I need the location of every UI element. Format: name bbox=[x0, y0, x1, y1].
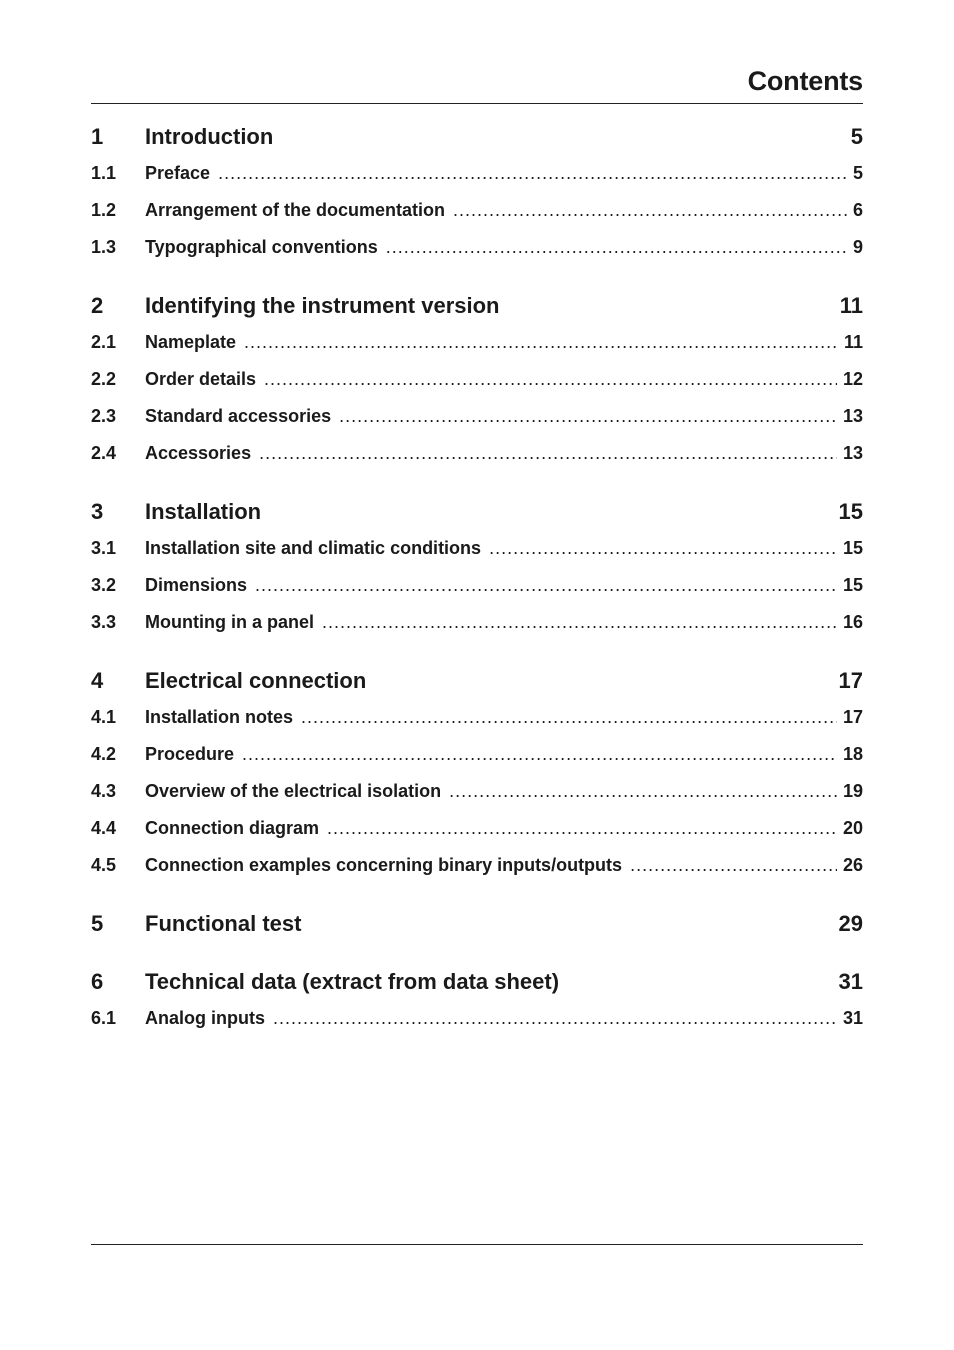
section-number: 3.3 bbox=[91, 612, 117, 632]
footer-rule bbox=[91, 1244, 863, 1245]
toc-section-entry[interactable] bbox=[91, 567, 863, 604]
chapter-number: 1 bbox=[91, 123, 104, 149]
dot-leader bbox=[630, 847, 837, 884]
section-number: 4.5 bbox=[91, 855, 117, 875]
dot-leader bbox=[322, 604, 837, 641]
toc-section-entry[interactable] bbox=[91, 435, 863, 472]
section-number: 2.4 bbox=[91, 443, 117, 463]
section-number: 4.4 bbox=[91, 818, 117, 838]
toc-section-entry[interactable] bbox=[91, 699, 863, 736]
section-number: 3.1 bbox=[91, 538, 117, 558]
chapter-number: 6 bbox=[91, 968, 104, 994]
toc-chapter bbox=[91, 118, 863, 266]
dot-leader bbox=[244, 324, 838, 361]
dot-leader bbox=[301, 699, 837, 736]
section-page-number: 26 bbox=[842, 855, 863, 875]
chapter-title: Electrical connection bbox=[145, 667, 367, 693]
toc-section-entry[interactable] bbox=[91, 155, 863, 192]
toc-section-entry[interactable] bbox=[91, 229, 863, 266]
section-title: Order details bbox=[145, 369, 257, 389]
dot-leader bbox=[242, 736, 837, 773]
chapter-page-number: 5 bbox=[850, 123, 863, 149]
section-number: 4.2 bbox=[91, 744, 117, 764]
toc-chapter-entry[interactable] bbox=[91, 118, 863, 155]
toc-section-entry[interactable] bbox=[91, 604, 863, 641]
section-page-number: 16 bbox=[842, 612, 863, 632]
section-page-number: 18 bbox=[842, 744, 863, 764]
section-number: 2.1 bbox=[91, 332, 117, 352]
section-title: Installation notes bbox=[145, 707, 294, 727]
section-number: 1.2 bbox=[91, 200, 117, 220]
section-page-number: 13 bbox=[842, 406, 863, 426]
chapter-page-number: 31 bbox=[838, 968, 863, 994]
toc-chapter-entry[interactable] bbox=[91, 963, 863, 1000]
section-title: Standard accessories bbox=[145, 406, 332, 426]
dot-leader bbox=[327, 810, 837, 847]
toc-section-entry[interactable] bbox=[91, 810, 863, 847]
chapter-number: 4 bbox=[91, 667, 104, 693]
section-title: Nameplate bbox=[145, 332, 237, 352]
section-page-number: 15 bbox=[842, 575, 863, 595]
dot-leader bbox=[255, 567, 837, 604]
section-number: 3.2 bbox=[91, 575, 117, 595]
section-number: 1.3 bbox=[91, 237, 117, 257]
chapter-number: 5 bbox=[91, 910, 104, 936]
toc-section-entry[interactable] bbox=[91, 398, 863, 435]
toc-chapter bbox=[91, 905, 863, 942]
section-title: Arrangement of the documentation bbox=[145, 200, 446, 220]
dot-leader bbox=[386, 229, 847, 266]
toc-chapter-entry[interactable] bbox=[91, 287, 863, 324]
section-page-number: 5 bbox=[852, 163, 863, 183]
toc-section-entry[interactable] bbox=[91, 192, 863, 229]
toc-section-entry[interactable] bbox=[91, 736, 863, 773]
dot-leader bbox=[273, 1000, 837, 1037]
toc-section-entry[interactable] bbox=[91, 530, 863, 567]
section-page-number: 6 bbox=[852, 200, 863, 220]
dot-leader bbox=[264, 361, 837, 398]
toc-section-entry[interactable] bbox=[91, 361, 863, 398]
toc-section-entry[interactable] bbox=[91, 324, 863, 361]
section-title: Connection examples concerning binary inputs/outputs bbox=[145, 855, 623, 875]
section-page-number: 11 bbox=[843, 332, 863, 352]
section-number: 4.1 bbox=[91, 707, 117, 727]
section-title: Preface bbox=[145, 163, 211, 183]
section-title: Accessories bbox=[145, 443, 252, 463]
dot-leader bbox=[259, 435, 837, 472]
dot-leader bbox=[339, 398, 837, 435]
section-number: 4.3 bbox=[91, 781, 117, 801]
toc-chapter bbox=[91, 287, 863, 472]
section-title: Dimensions bbox=[145, 575, 248, 595]
dot-leader bbox=[453, 192, 847, 229]
toc-chapter bbox=[91, 493, 863, 641]
section-page-number: 9 bbox=[852, 237, 863, 257]
toc-chapter-entry[interactable] bbox=[91, 662, 863, 699]
section-title: Installation site and climatic conditions bbox=[145, 538, 482, 558]
toc-section-entry[interactable] bbox=[91, 1000, 863, 1037]
page-title: Contents bbox=[747, 66, 863, 96]
dot-leader bbox=[449, 773, 837, 810]
toc-section-entry[interactable] bbox=[91, 773, 863, 810]
section-number: 1.1 bbox=[91, 163, 117, 183]
chapter-title: Functional test bbox=[145, 910, 302, 936]
section-page-number: 19 bbox=[842, 781, 863, 801]
section-title: Connection diagram bbox=[145, 818, 320, 838]
chapter-number: 3 bbox=[91, 498, 104, 524]
section-number: 2.2 bbox=[91, 369, 117, 389]
chapter-title: Installation bbox=[145, 498, 262, 524]
section-page-number: 31 bbox=[842, 1008, 863, 1028]
chapter-page-number: 15 bbox=[838, 498, 863, 524]
table-of-contents bbox=[91, 118, 863, 1058]
toc-chapter bbox=[91, 963, 863, 1037]
toc-chapter-entry[interactable] bbox=[91, 493, 863, 530]
section-title: Analog inputs bbox=[145, 1008, 265, 1028]
chapter-title: Introduction bbox=[145, 123, 274, 149]
section-page-number: 12 bbox=[842, 369, 863, 389]
section-title: Procedure bbox=[145, 744, 235, 764]
section-page-number: 15 bbox=[842, 538, 863, 558]
chapter-page-number: 29 bbox=[838, 910, 863, 936]
chapter-number: 2 bbox=[91, 292, 104, 318]
section-title: Overview of the electrical isolation bbox=[145, 781, 442, 801]
chapter-page-number: 11 bbox=[839, 292, 863, 318]
toc-chapter bbox=[91, 662, 863, 884]
section-page-number: 17 bbox=[842, 707, 863, 727]
toc-chapter-entry[interactable] bbox=[91, 905, 863, 942]
dot-leader bbox=[489, 530, 837, 567]
toc-section-entry[interactable] bbox=[91, 847, 863, 884]
chapter-page-number: 17 bbox=[838, 667, 863, 693]
dot-leader bbox=[218, 155, 847, 192]
section-title: Mounting in a panel bbox=[145, 612, 314, 632]
section-number: 6.1 bbox=[91, 1008, 117, 1028]
section-title: Typographical conventions bbox=[145, 237, 378, 257]
section-page-number: 20 bbox=[842, 818, 863, 838]
chapter-title: Technical data (extract from data sheet) bbox=[145, 968, 560, 994]
header-rule bbox=[91, 103, 863, 104]
chapter-title: Identifying the instrument version bbox=[145, 292, 500, 318]
section-number: 2.3 bbox=[91, 406, 117, 426]
section-page-number: 13 bbox=[842, 443, 863, 463]
